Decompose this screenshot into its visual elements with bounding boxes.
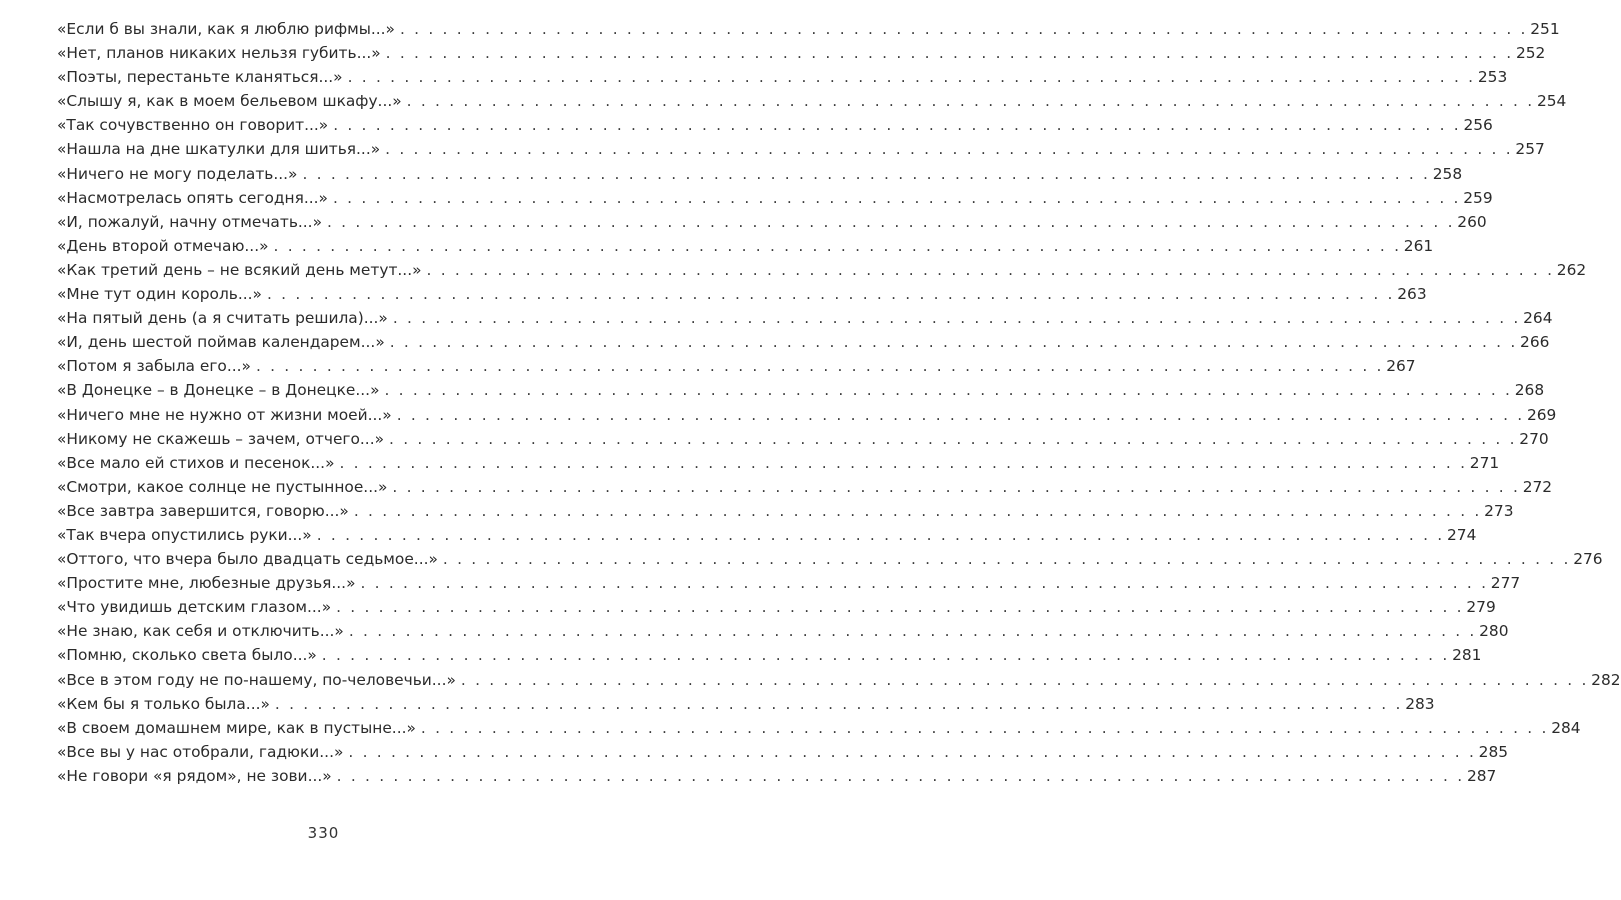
toc-entry-page: 282 — [1591, 670, 1621, 689]
toc-entry — [57, 41, 1546, 65]
toc-dot-leader: . . . . . . . . . . . . . . . . . . . . . . . . . . . . . . . . . . . . . . . . . . . . . . . . . . . . . . . . . . . . . . . . . . . . . . . . . . . . . . . . — [332, 188, 1461, 207]
toc-entry-page: 280 — [1479, 622, 1509, 641]
toc-entry — [57, 330, 1550, 354]
toc-entry-page: 262 — [1556, 260, 1587, 279]
toc-entry-title: «Потом я забыла его...» — [57, 357, 251, 376]
toc-dot-leader: . . . . . . . . . . . . . . . . . . . . . . . . . . . . . . . . . . . . . . . . . . . . . . . . . . . . . . . . . . . . . . . . . . . . . . . . . . . . . . . . — [385, 140, 1513, 159]
toc-entry-title: «Простите мне, любезные друзья...» — [57, 574, 356, 593]
toc-dot-leader: . . . . . . . . . . . . . . . . . . . . . . . . . . . . . . . . . . . . . . . . . . . . . . . . . . . . . . . . . . . . . . . . . . . . . . . . . . . . . . . . — [327, 212, 1455, 231]
toc-entry-title: «И, день шестой поймав календарем...» — [57, 333, 385, 352]
toc-entry-page: 283 — [1405, 694, 1435, 713]
toc-entry — [57, 234, 1434, 258]
toc-entry-title: «Так сочувственно он говорит...» — [57, 116, 329, 135]
toc-entry-page: 263 — [1397, 285, 1427, 304]
toc-entry-title: «Помню, сколько света было...» — [57, 646, 317, 665]
toc-entry-page: 264 — [1523, 309, 1553, 328]
toc-entry-page: 256 — [1463, 116, 1493, 135]
toc-entry — [57, 210, 1487, 234]
toc-dot-leader: . . . . . . . . . . . . . . . . . . . . . . . . . . . . . . . . . . . . . . . . . . . . . . . . . . . . . . . . . . . . . . . . . . . . . . . . . . . . . . . . — [266, 285, 1395, 304]
toc-entry-page: 254 — [1536, 92, 1567, 111]
toc-entry — [57, 475, 1553, 499]
toc-entry-page: 251 — [1530, 20, 1560, 38]
toc-dot-leader: . . . . . . . . . . . . . . . . . . . . . . . . . . . . . . . . . . . . . . . . . . . . . . . . . . . . . . . . . . . . . . . . . . . . . . . . . . . . . . . . — [316, 525, 1445, 544]
toc-dot-leader: . . . . . . . . . . . . . . . . . . . . . . . . . . . . . . . . . . . . . . . . . . . . . . . . . . . . . . . . . . . . . . . . . . . . . . . . . . . . . . . . — [392, 477, 1521, 496]
toc-dot-leader: . . . . . . . . . . . . . . . . . . . . . . . . . . . . . . . . . . . . . . . . . . . . . . . . . . . . . . . . . . . . . . . . . . . . . . . . . . . . . . . . — [396, 405, 1525, 424]
toc-entry-page: 252 — [1515, 44, 1546, 63]
toc-entry — [57, 137, 1545, 161]
toc-entry-title: «Что увидишь детским глазом...» — [57, 598, 332, 617]
toc-dot-leader: . . . . . . . . . . . . . . . . . . . . . . . . . . . . . . . . . . . . . . . . . . . . . . . . . . . . . . . . . . . . . . . . . . . . . . . . . . . . . . . . — [347, 68, 1476, 87]
toc-entry-page: 279 — [1466, 598, 1496, 617]
toc-dot-leader: . . . . . . . . . . . . . . . . . . . . . . . . . . . . . . . . . . . . . . . . . . . . . . . . . . . . . . . . . . . . . . . . . . . . . . . . . . . . . . . . — [384, 381, 1513, 400]
toc-entry — [57, 764, 1497, 788]
toc-entry — [57, 378, 1545, 402]
toc-entry-title: «Оттого, что вчера было двадцать седьмое...» — [57, 550, 438, 569]
toc-dot-leader: . . . . . . . . . . . . . . . . . . . . . . . . . . . . . . . . . . . . . . . . . . . . . . . . . . . . . . . . . . . . . . . . . . . . . . . . . . . . . . . . — [273, 236, 1402, 255]
toc-dot-leader: . . . . . . . . . . . . . . . . . . . . . . . . . . . . . . . . . . . . . . . . . . . . . . . . . . . . . . . . . . . . . . . . . . . . . . . . . . . . . . . . — [302, 164, 1431, 183]
toc-entry-page: 285 — [1478, 742, 1509, 761]
toc-entry-title: «Так вчера опустились руки...» — [57, 525, 312, 544]
toc-dot-leader: . . . . . . . . . . . . . . . . . . . . . . . . . . . . . . . . . . . . . . . . . . . . . . . . . . . . . . . . . . . . . . . . . . . . . . . . . . . . . . . . — [399, 20, 1528, 38]
toc-entry-page: 259 — [1463, 188, 1493, 207]
toc-entry-page: 274 — [1447, 525, 1477, 544]
toc-dot-leader: . . . . . . . . . . . . . . . . . . . . . . . . . . . . . . . . . . . . . . . . . . . . . . . . . . . . . . . . . . . . . . . . . . . . . . . . . . . . . . . . — [392, 309, 1521, 328]
toc-entry — [57, 113, 1493, 137]
toc-entry-title: «Если б вы знали, как я люблю рифмы...» — [57, 20, 395, 38]
toc-entry — [57, 668, 1621, 692]
toc-entry — [57, 65, 1508, 89]
toc-entry — [57, 403, 1557, 427]
toc-entry-title: «Мне тут один король...» — [57, 285, 262, 304]
toc-entry-title: «Кем бы я только была...» — [57, 694, 270, 713]
toc-dot-leader: . . . . . . . . . . . . . . . . . . . . . . . . . . . . . . . . . . . . . . . . . . . . . . . . . . . . . . . . . . . . . . . . . . . . . . . . . . . . . . . . — [426, 260, 1555, 279]
toc-entry-page: 271 — [1469, 453, 1500, 472]
toc-entry-title: «Все мало ей стихов и песенок...» — [57, 453, 335, 472]
toc-entry — [57, 740, 1509, 764]
toc-dot-leader: . . . . . . . . . . . . . . . . . . . . . . . . . . . . . . . . . . . . . . . . . . . . . . . . . . . . . . . . . . . . . . . . . . . . . . . . . . . . . . . . — [348, 622, 1477, 641]
toc-entry-title: «Поэты, перестаньте кланяться...» — [57, 68, 343, 87]
toc-entry-title: «Ничего не могу поделать...» — [57, 164, 298, 183]
toc-dot-leader: . . . . . . . . . . . . . . . . . . . . . . . . . . . . . . . . . . . . . . . . . . . . . . . . . . . . . . . . . . . . . . . . . . . . . . . . . . . . . . . . — [339, 453, 1468, 472]
toc-entry-title: «Все вы у нас отобрали, гадюки...» — [57, 742, 344, 761]
toc-entry-page: 281 — [1452, 646, 1482, 665]
toc-entry — [57, 258, 1587, 282]
toc-dot-leader: . . . . . . . . . . . . . . . . . . . . . . . . . . . . . . . . . . . . . . . . . . . . . . . . . . . . . . . . . . . . . . . . . . . . . . . . . . . . . . . . — [336, 598, 1464, 617]
toc-entry-title: «В Донецке – в Донецке – в Донецке...» — [57, 381, 380, 400]
toc-entry — [57, 619, 1509, 643]
toc-entry-title: «Нет, планов никаких нельзя губить...» — [57, 44, 381, 63]
toc-entry-page: 258 — [1432, 164, 1463, 183]
toc-entry-page: 253 — [1477, 68, 1508, 87]
toc-dot-leader: . . . . . . . . . . . . . . . . . . . . . . . . . . . . . . . . . . . . . . . . . . . . . . . . . . . . . . . . . . . . . . . . . . . . . . . . . . . . . . . . — [255, 357, 1384, 376]
toc-dot-leader: . . . . . . . . . . . . . . . . . . . . . . . . . . . . . . . . . . . . . . . . . . . . . . . . . . . . . . . . . . . . . . . . . . . . . . . . . . . . . . . . — [460, 670, 1589, 689]
table-of-contents — [57, 17, 1621, 788]
toc-entry — [57, 547, 1603, 571]
toc-entry-page: 270 — [1519, 429, 1549, 448]
toc-entry-page: 269 — [1526, 405, 1557, 424]
toc-entry — [57, 451, 1500, 475]
toc-entry — [57, 427, 1549, 451]
toc-entry-title: «День второй отмечаю...» — [57, 236, 269, 255]
toc-entry — [57, 643, 1482, 667]
toc-entry-title: «Нашла на дне шкатулки для шитья...» — [57, 140, 381, 159]
toc-dot-leader: . . . . . . . . . . . . . . . . . . . . . . . . . . . . . . . . . . . . . . . . . . . . . . . . . . . . . . . . . . . . . . . . . . . . . . . . . . . . . . . . — [389, 429, 1517, 448]
toc-entry — [57, 354, 1416, 378]
toc-dot-leader: . . . . . . . . . . . . . . . . . . . . . . . . . . . . . . . . . . . . . . . . . . . . . . . . . . . . . . . . . . . . . . . . . . . . . . . . . . . . . . . . — [389, 333, 1518, 352]
toc-dot-leader: . . . . . . . . . . . . . . . . . . . . . . . . . . . . . . . . . . . . . . . . . . . . . . . . . . . . . . . . . . . . . . . . . . . . . . . . . . . . . . . . — [406, 92, 1535, 111]
toc-entry-page: 277 — [1490, 574, 1521, 593]
toc-entry-title: «Не знаю, как себя и отключить...» — [57, 622, 344, 641]
toc-entry-page: 257 — [1515, 140, 1545, 159]
toc-dot-leader: . . . . . . . . . . . . . . . . . . . . . . . . . . . . . . . . . . . . . . . . . . . . . . . . . . . . . . . . . . . . . . . . . . . . . . . . . . . . . . . . — [348, 742, 1477, 761]
toc-entry — [57, 89, 1567, 113]
toc-entry-page: 266 — [1520, 333, 1550, 352]
toc-entry — [57, 162, 1463, 186]
toc-entry-title: «Все в этом году не по-нашему, по-человечьи...» — [57, 670, 456, 689]
toc-entry-title: «Не говори «я рядом», не зови...» — [57, 766, 332, 785]
toc-entry — [57, 499, 1514, 523]
toc-entry-title: «Ничего мне не нужно от жизни моей...» — [57, 405, 392, 424]
toc-entry-title: «И, пожалуй, начну отмечать...» — [57, 212, 322, 231]
toc-dot-leader: . . . . . . . . . . . . . . . . . . . . . . . . . . . . . . . . . . . . . . . . . . . . . . . . . . . . . . . . . . . . . . . . . . . . . . . . . . . . . . . . — [420, 718, 1549, 737]
toc-entry-title: «Никому не скажешь – зачем, отчего...» — [57, 429, 385, 448]
toc-entry-title: «Насмотрелась опять сегодня...» — [57, 188, 328, 207]
toc-entry — [57, 17, 1560, 41]
toc-entry-page: 273 — [1484, 501, 1514, 520]
toc-dot-leader: . . . . . . . . . . . . . . . . . . . . . . . . . . . . . . . . . . . . . . . . . . . . . . . . . . . . . . . . . . . . . . . . . . . . . . . . . . . . . . . . — [336, 766, 1465, 785]
toc-dot-leader: . . . . . . . . . . . . . . . . . . . . . . . . . . . . . . . . . . . . . . . . . . . . . . . . . . . . . . . . . . . . . . . . . . . . . . . . . . . . . . . . — [274, 694, 1403, 713]
toc-entry-page: 284 — [1551, 718, 1581, 737]
toc-entry — [57, 595, 1496, 619]
toc-entry — [57, 692, 1435, 716]
toc-entry-page: 287 — [1466, 766, 1497, 785]
toc-entry-page: 272 — [1522, 477, 1553, 496]
toc-entry — [57, 571, 1521, 595]
toc-entry-page: 276 — [1573, 550, 1603, 569]
toc-dot-leader: . . . . . . . . . . . . . . . . . . . . . . . . . . . . . . . . . . . . . . . . . . . . . . . . . . . . . . . . . . . . . . . . . . . . . . . . . . . . . . . . — [333, 116, 1461, 135]
toc-entry — [57, 282, 1427, 306]
toc-entry-title: «Как третий день – не всякий день метут...» — [57, 260, 422, 279]
toc-entry-page: 260 — [1457, 212, 1487, 231]
toc-entry-title: «Слышу я, как в моем бельевом шкафу...» — [57, 92, 402, 111]
toc-dot-leader: . . . . . . . . . . . . . . . . . . . . . . . . . . . . . . . . . . . . . . . . . . . . . . . . . . . . . . . . . . . . . . . . . . . . . . . . . . . . . . . . — [353, 501, 1482, 520]
toc-dot-leader: . . . . . . . . . . . . . . . . . . . . . . . . . . . . . . . . . . . . . . . . . . . . . . . . . . . . . . . . . . . . . . . . . . . . . . . . . . . . . . . . — [442, 550, 1571, 569]
toc-entry-title: «Все завтра завершится, говорю...» — [57, 501, 349, 520]
toc-entry-title: «В своем домашнем мире, как в пустыне...» — [57, 718, 416, 737]
toc-dot-leader: . . . . . . . . . . . . . . . . . . . . . . . . . . . . . . . . . . . . . . . . . . . . . . . . . . . . . . . . . . . . . . . . . . . . . . . . . . . . . . . . — [321, 646, 1450, 665]
toc-dot-leader: . . . . . . . . . . . . . . . . . . . . . . . . . . . . . . . . . . . . . . . . . . . . . . . . . . . . . . . . . . . . . . . . . . . . . . . . . . . . . . . . — [385, 44, 1514, 63]
toc-entry-page: 268 — [1514, 381, 1545, 400]
toc-entry — [57, 523, 1477, 547]
toc-entry-page: 261 — [1403, 236, 1434, 255]
toc-entry — [57, 186, 1493, 210]
toc-entry-title: «Смотри, какое солнце не пустынное...» — [57, 477, 388, 496]
toc-dot-leader: . . . . . . . . . . . . . . . . . . . . . . . . . . . . . . . . . . . . . . . . . . . . . . . . . . . . . . . . . . . . . . . . . . . . . . . . . . . . . . . . — [360, 574, 1489, 593]
toc-entry-page: 267 — [1386, 357, 1416, 376]
toc-entry-title: «На пятый день (а я считать решила)...» — [57, 309, 388, 328]
page-number: 330 — [307, 824, 340, 842]
toc-entry — [57, 306, 1553, 330]
toc-entry — [57, 716, 1581, 740]
